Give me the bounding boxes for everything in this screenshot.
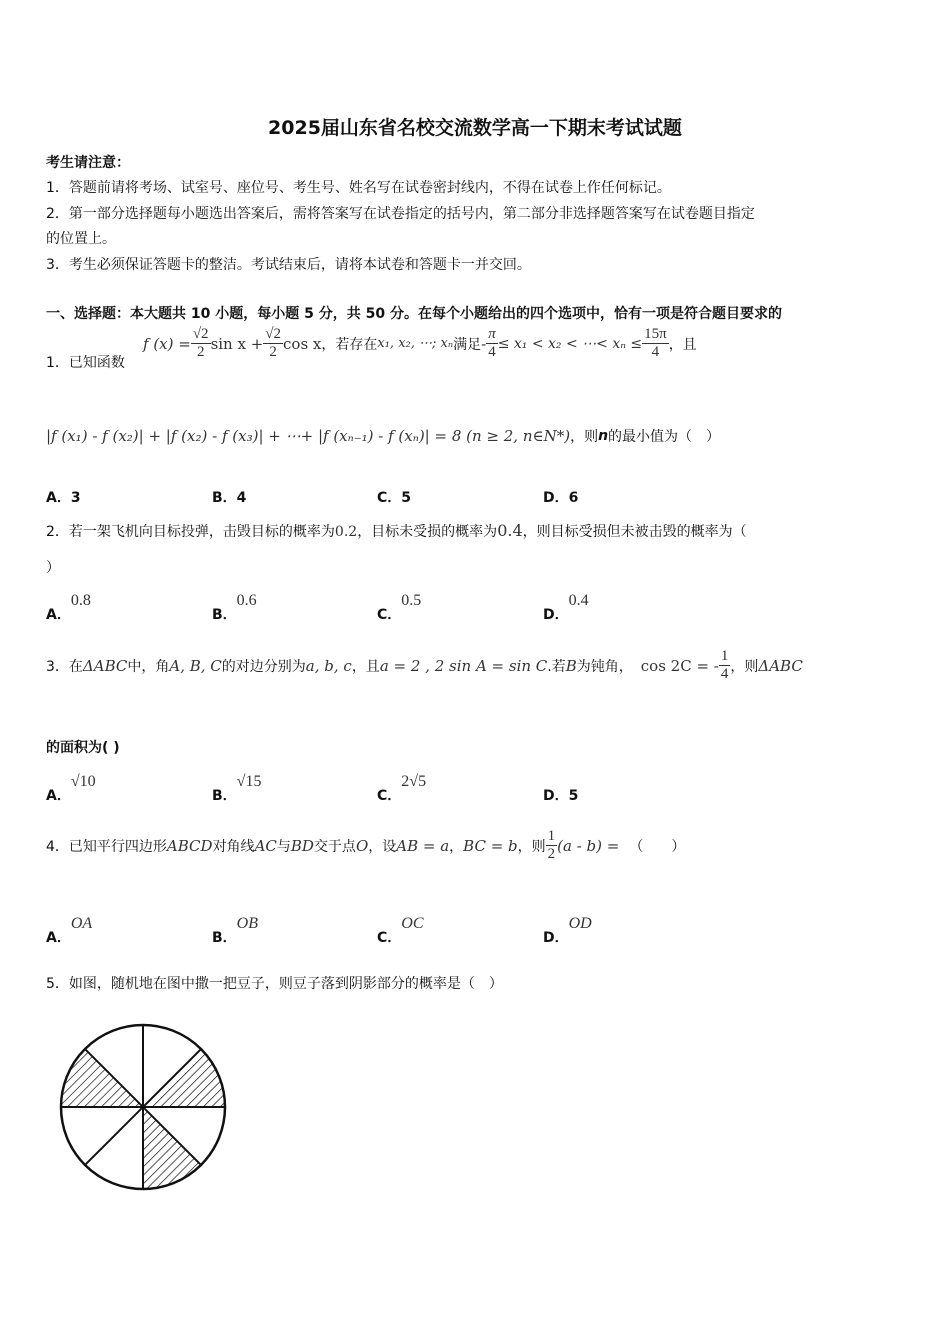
q1-text: ，且 (668, 336, 697, 353)
q4-text: 交于点 (313, 838, 356, 855)
q4-bc: BC = b (463, 836, 518, 855)
q5-number: 5． (46, 976, 69, 992)
q3-equation: a = 2 , 2 sin A = sin C (379, 656, 548, 675)
q4-ab: AB = a (396, 836, 450, 855)
notice-item: 1．答题前请将考场、试室号、座位号、考生号、姓名写在试卷密封线内，不得在试卷上作任何标记。 (46, 180, 671, 196)
q4-text: （ ） (629, 838, 686, 855)
shaded-sector (143, 1049, 225, 1107)
q4-option-a[interactable]: A．OA (46, 915, 93, 946)
q4-option-d[interactable]: D．OD (543, 915, 592, 946)
q3-text: 在 (68, 658, 83, 675)
q1-text: ，则 (570, 429, 599, 445)
q4-option-b[interactable]: B．OB (212, 915, 258, 946)
q1-frac-15pi4: $\frac{15\pi}{4}$ (644, 326, 667, 360)
q4-text: 与 (276, 838, 291, 855)
notice-item: 2．第一部分选择题每小题选出答案后，需将答案写在试卷指定的括号内，第二部分非选择题答案写在试卷题目指定 (46, 206, 755, 222)
q5-line1 (46, 973, 503, 993)
q4-abcd: ABCD (166, 836, 213, 855)
section-heading: 一、选择题：本大题共 10 小题，每小题 5 分，共 50 分。在每个小题给出的四个选项中，恰有一项是符合题目要求的 (46, 306, 782, 322)
q1-option-c[interactable]: C．5 (377, 490, 412, 506)
q1-option-b[interactable]: B．4 (212, 490, 247, 506)
q4-ac: AC (254, 836, 277, 855)
q1-sum-expression: |f (x₁) - f (x₂)| + |f (x₂) - f (x₃)| + ⋯+ |f (xₙ₋₁) - f (xₙ)| = 8 (n ≥ 2, n∈N*) (46, 427, 571, 445)
q1-cond-mid: ≤ x₁ < x₂ < ⋯< xₙ ≤ (497, 335, 643, 352)
q3-text: 为钝角， (576, 658, 633, 675)
q1-f-lhs: f (x) = (143, 334, 191, 353)
q1-sin: sin x + (210, 334, 264, 353)
q4-number: 4． (46, 838, 69, 855)
notice-heading: 考生请注意： (46, 155, 130, 171)
q2-option-a[interactable]: A．0.8 (46, 592, 91, 623)
q1-number: 1． (46, 355, 69, 371)
q3-option-b[interactable]: B．√15 (212, 773, 262, 804)
q1-function (143, 326, 697, 361)
q2-text: ，目标未受损的概率为 (357, 524, 498, 540)
q3-text: 的对边分别为 (221, 658, 306, 675)
q3-angles: A, B, C (169, 656, 222, 675)
shaded-sector (61, 1049, 143, 1107)
q1-cos: cos x (283, 334, 322, 353)
q3-option-a[interactable]: A．√10 (46, 773, 96, 804)
q3-sides: a, b, c (305, 656, 352, 675)
q3-line2: 的面积为( ) (46, 740, 120, 756)
notice-item: 3．考生必须保证答题卡的整洁。考试结束后，请将本试卷和答题卡一并交回。 (46, 257, 531, 273)
q2-line1 (46, 521, 747, 541)
q4-option-c[interactable]: C．OC (377, 915, 424, 946)
q3-option-c[interactable]: C．2√5 (377, 773, 427, 804)
exam-title: 2025届山东省名校交流数学高一下期末考试试题 (268, 117, 682, 139)
q4-line1 (46, 828, 685, 863)
q4-text: ， (449, 838, 464, 855)
q1-frac-sqrt2: $\frac{√2}{2}$ (192, 326, 209, 360)
q4-text: 对角线 (212, 838, 255, 855)
q1-text: 的最小值为（ ） (608, 429, 721, 445)
q1-frac-sqrt2-b: $\frac{√2}{2}$ (265, 326, 282, 360)
q3-triangle: ΔABC (82, 656, 128, 675)
q3-text: 中，角 (127, 658, 170, 675)
q1-xs: x₁, x₂, ⋯; xₙ (377, 336, 454, 351)
q2-option-c[interactable]: C．0.5 (377, 592, 422, 623)
q2-number: 2． (46, 524, 69, 540)
q3-option-d[interactable]: D．5 (543, 788, 579, 804)
q1-n: n (598, 428, 609, 444)
q3-angle-b: B (565, 656, 577, 675)
notice-item: 的位置上。 (46, 231, 116, 247)
q4-text: ，则 (517, 838, 546, 855)
shaded-circle-figure (55, 1017, 231, 1197)
q3-text: ，且 (351, 658, 380, 675)
q3-text: ，则 (730, 658, 759, 675)
q3-number: 3． (46, 658, 69, 675)
q1-text: ，若存在 (321, 336, 378, 353)
q1-frac-pi4: $\frac{\pi}{4}$ (488, 326, 496, 360)
q3-cos2c: cos 2C = - (640, 656, 719, 675)
q2-option-b[interactable]: B．0.6 (212, 592, 257, 623)
q3-triangle-2: ΔABC (758, 656, 803, 675)
q3-line1 (46, 648, 803, 683)
q2-p2: 0.4 (497, 521, 523, 540)
q4-vector-expr: (a - b) = (557, 836, 620, 855)
q1-option-a[interactable]: A．3 (46, 490, 81, 506)
q1-line1 (46, 352, 125, 372)
q2-p1: 0.2 (334, 524, 358, 540)
q3-text: .若 (547, 658, 566, 675)
q1-line2 (46, 426, 720, 446)
q4-text: 已知平行四边形 (68, 838, 167, 855)
q2-text: ，则目标受损但未被击毁的概率为（ (522, 524, 747, 540)
q4-text: ，设 (368, 838, 397, 855)
q5-text: 如图，随机地在图中撒一把豆子，则豆子落到阴影部分的概率是（ ） (68, 976, 503, 992)
q1-text: 已知函数 (68, 355, 125, 371)
q2-text: 若一架飞机向目标投弹，击毁目标的概率为 (68, 524, 335, 540)
q1-option-d[interactable]: D．6 (543, 490, 579, 506)
q4-bd: BD (290, 836, 314, 855)
q1-cond-left: - (481, 334, 487, 353)
shaded-sector (143, 1107, 201, 1189)
q3-frac-1-4: $\frac{1}{4}$ (720, 648, 729, 682)
q4-o: O (355, 836, 369, 855)
q2-line2: ） (46, 560, 60, 576)
q4-frac-1-2: $\frac{1}{2}$ (547, 828, 556, 862)
q2-option-d[interactable]: D．0.4 (543, 592, 589, 623)
q1-text: 满足 (453, 336, 482, 353)
